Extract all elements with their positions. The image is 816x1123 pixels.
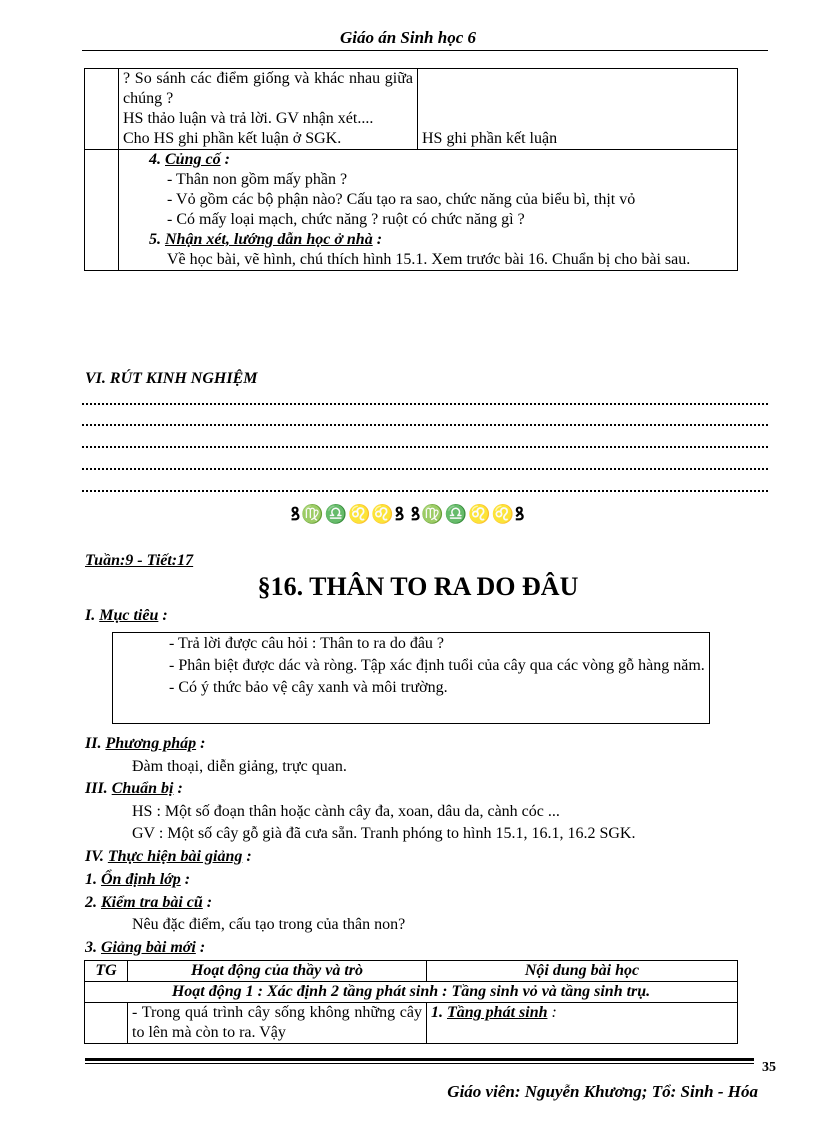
objectives-heading: I. Mục tiêu : xyxy=(85,607,168,624)
footer-teacher: Giáo viên: Nguyễn Khương; Tổ: Sinh - Hóa xyxy=(447,1082,758,1101)
dotted-line xyxy=(82,490,768,492)
ornament-divider: ꝸ♍♎♌♌ꝸ ꝸ♍♎♌♌ꝸ xyxy=(290,504,526,524)
content-cell: 1. Tầng phát sinh : xyxy=(427,1003,738,1044)
dotted-line xyxy=(82,468,768,470)
consolidation-item: - Vỏ gồm các bộ phận nào? Cấu tạo ra sao, chức năng của biểu bì, thịt vỏ xyxy=(167,191,636,208)
lesson-title: §16. THÂN TO RA DO ĐÂU xyxy=(257,572,579,601)
step-stabilize: 1. Ổn định lớp : xyxy=(85,871,191,888)
table-row xyxy=(85,150,738,271)
consolidation-item: - Có mấy loại mạch, chức năng ? ruột có chức năng gì ? xyxy=(167,211,525,228)
activity-line: ? So sánh các điểm giống và khác nhau giữa chúng ? xyxy=(123,70,413,107)
preparation-gv: GV : Một số cây gỗ già đã cưa sẵn. Tranh phóng to hình 15.1, 16.1, 16.2 SGK. xyxy=(132,825,636,842)
column-header: TG xyxy=(85,961,128,982)
objective-item: - Phân biệt được dác và ròng. Tập xác định tuổi của cây qua các vòng gỗ hàng năm. xyxy=(169,657,705,674)
homework-heading: 5. Nhận xét, lướng dẫn học ở nhà : xyxy=(149,231,383,248)
time-cell xyxy=(85,1003,128,1044)
page-number: 35 xyxy=(762,1060,776,1075)
activity-cell: - Trong quá trình cây sống không những cây to lên mà còn to ra. Vậy xyxy=(128,1003,427,1044)
objectives-box xyxy=(112,632,710,724)
week-label: Tuần:9 - Tiết:17 xyxy=(85,552,194,569)
table-row xyxy=(85,1003,738,1044)
footer-divider xyxy=(85,1058,754,1061)
dotted-line xyxy=(82,446,768,448)
homework-text: Về học bài, vẽ hình, chú thích hình 15.1. Xem trước bài 16. Chuẩn bị cho bài sau. xyxy=(167,251,691,268)
lesson-table-continued xyxy=(84,68,738,271)
activity-line: Cho HS ghi phần kết luận ở SGK. xyxy=(123,130,342,147)
consolidation-item: - Thân non gồm mấy phần ? xyxy=(167,171,348,188)
time-cell xyxy=(85,150,119,271)
activity-cell xyxy=(119,69,418,150)
table-header-row xyxy=(85,961,738,982)
objective-item: - Trả lời được câu hỏi : Thân to ra do đâu ? xyxy=(169,635,445,652)
step-review: 2. Kiểm tra bài cũ : xyxy=(85,894,213,911)
table-row xyxy=(85,69,738,150)
content-text: HS ghi phần kết luận xyxy=(422,130,558,147)
column-header: Nội dung bài học xyxy=(427,961,738,982)
dotted-line xyxy=(82,403,768,405)
method-heading: II. Phương pháp : xyxy=(85,735,206,752)
review-question: Nêu đặc điểm, cấu tạo trong của thân non? xyxy=(132,916,406,933)
column-header: Hoạt động của thầy và trò xyxy=(128,961,427,982)
time-cell xyxy=(85,69,119,150)
method-text: Đàm thoại, diễn giảng, trực quan. xyxy=(132,758,347,775)
objective-item: - Có ý thức bảo vệ cây xanh và môi trường. xyxy=(169,679,448,696)
preparation-hs: HS : Một số đoạn thân hoặc cành cây đa, xoan, dâu da, cành cóc ... xyxy=(132,803,560,820)
lesson-table xyxy=(84,960,738,1044)
footer-divider-thin xyxy=(85,1063,754,1064)
consolidation-cell xyxy=(119,150,738,271)
preparation-heading: III. Chuẩn bị : xyxy=(85,780,183,797)
header-divider xyxy=(82,50,768,51)
page-header-title: Giáo án Sinh học 6 xyxy=(339,28,477,47)
table-row xyxy=(85,982,738,1003)
step-new-lesson: 3. Giảng bài mới : xyxy=(85,939,206,956)
activity-heading: Hoạt động 1 : Xác định 2 tầng phát sinh : Tầng sinh vỏ và tầng sinh trụ. xyxy=(85,982,738,1003)
consolidation-heading: 4. Củng cố : xyxy=(149,151,230,168)
content-cell xyxy=(418,69,738,150)
dotted-line xyxy=(82,424,768,426)
implementation-heading: IV. Thực hiện bài giảng : xyxy=(85,848,252,865)
experience-heading: VI. RÚT KINH NGHIỆM xyxy=(85,370,258,387)
activity-line: HS thảo luận và trả lời. GV nhận xét.... xyxy=(123,110,374,127)
